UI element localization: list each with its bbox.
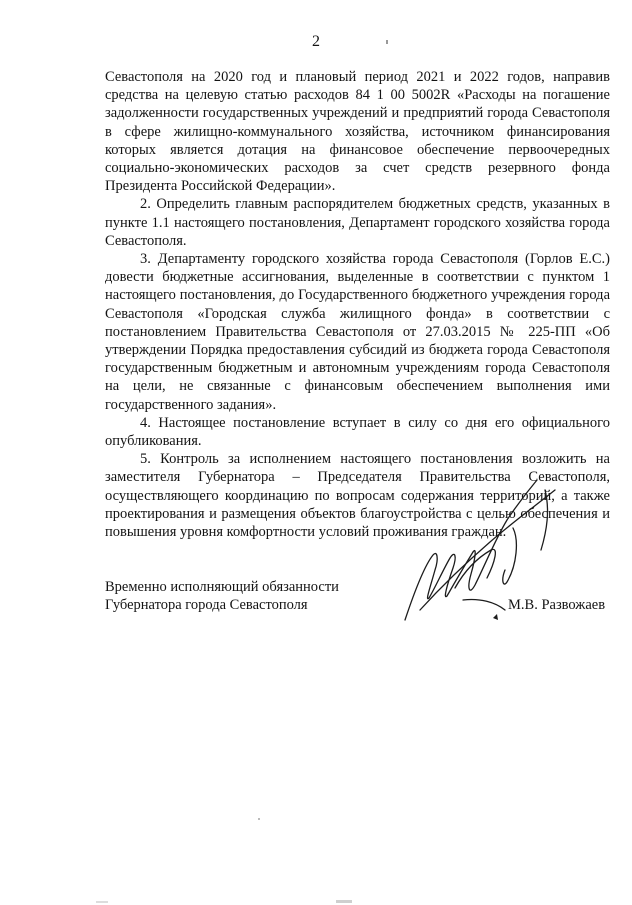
scan-dust-mark <box>96 901 108 903</box>
paragraph-item-2: 2. Определить главным распорядителем бюджетных средств, указанных в пункте 1.1 настоящего постановления, Департамент городского хозяйства города Севастополя. <box>105 196 610 249</box>
page-number: 2 <box>312 33 320 50</box>
signatory-position-line-2: Губернатора города Севастополя <box>105 597 308 614</box>
signatory-position-line-1: Временно исполняющий обязанности <box>105 579 339 595</box>
scan-dust-mark <box>336 900 352 903</box>
signatory-name: М.В. Развожаев <box>508 597 606 613</box>
paragraph-item-4: 4. Настоящее постановление вступает в силу со дня его официального опубликования. <box>105 414 610 450</box>
paragraph-continuation: Севастополя на 2020 год и плановый период 2021 и 2022 годов, направив средства на целевую статью расходов 84 1 00 5002R «Расходы на погашение задолженности государственных учреждений и предприятий города Севастополя в сфере жилищно-коммунального хозяйства, источником финансирования которых является дотация на финансовое обеспечение первоочередных социально-экономических расходов за счет средств резервного фонда Президента Российской Федерации». <box>105 69 610 195</box>
paragraph-item-3: 3. Департаменту городского хозяйства города Севастополя (Горлов Е.С.) довести бюджетные ассигнования, выделенные в соответствии с пунктом 1 настоящего постановления, до Государственного бюджетного учреждения города Севастополя «Городская служба жилищного фонда» в соответствии с постановлением Правительства Севастополя от 27.03.2015 № 225-ПП «Об утверждении Порядка предоставления субсидий из бюджета города Севастополя государственным бюджетным и автономным учреждениям города Севастополя на цели, не связанные с финансовым обеспечением выполнения ими государственного задания». <box>105 251 610 413</box>
paragraph-item-5: 5. Контроль за исполнением настоящего постановления возложить на заместителя Губернатора – Председателя Правительства Севастополя, осуществляющего координацию по вопросам содержания территорий, а также проектирования и размещения объектов благоустройства с целью обеспечения и повышения уровня комфортности условий проживания граждан. <box>105 451 610 541</box>
scan-dust-mark <box>386 40 388 44</box>
handwritten-signature <box>395 470 570 640</box>
signatory-position <box>105 578 339 614</box>
scan-dust-mark <box>258 818 260 820</box>
